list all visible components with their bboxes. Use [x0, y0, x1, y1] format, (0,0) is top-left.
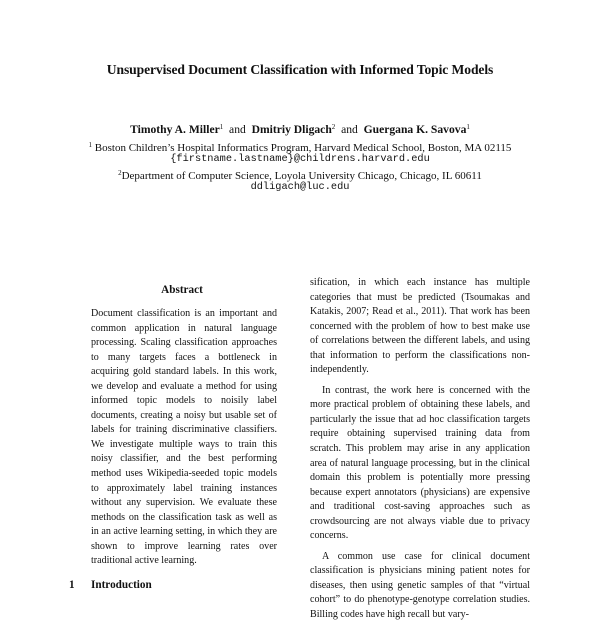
author-line — [0, 123, 600, 136]
paper-title: Unsupervised Document Classification with Informed Topic Models — [106, 62, 494, 77]
body-paragraph: A common use case for clinical document classification is physicians mining patient notes for diseases, then using genetic samples of that “virtual cohort” to do phenotype-genotype correlation studies. Billing codes have high recall but vary- — [310, 550, 530, 621]
body-paragraph: In contrast, the work here is concerned with the more practical problem of obtaining these labels, and particularly the issue that ad hoc classification targets require obtaining supervised training data from scratch. This problem may arise in any application area of natural language processing, but in the clinical domain this problem is potentially more pressing because expert annotators (physicians) are expensive and traditional cost-saving approaches such as crowdsourcing are not always viable due to privacy concerns. — [310, 384, 530, 542]
affiliation-1-email: {firstname.lastname}@childrens.harvard.edu — [170, 153, 430, 165]
section-title: Introduction — [91, 579, 152, 591]
section-heading — [69, 579, 152, 591]
right-column — [310, 276, 530, 623]
affiliation-superscript: 2 — [118, 169, 122, 177]
affiliation-text: Boston Children’s Hospital Informatics Program, Harvard Medical School, Boston, MA 02115 — [94, 142, 512, 154]
author-name: Guergana K. Savova — [363, 123, 467, 136]
affiliation-superscript: 1 — [88, 141, 93, 149]
section-number: 1 — [69, 579, 75, 591]
affiliation-2-email: ddligach@luc.edu — [250, 181, 350, 193]
author-conjunction: and — [229, 123, 246, 136]
author-name: Dmitriy Dligach — [251, 123, 332, 136]
author-conjunction: and — [341, 123, 358, 136]
author-superscript: 1 — [466, 123, 470, 131]
affiliation-text: Department of Computer Science, Loyola University Chicago, Chicago, IL 60611 — [121, 170, 482, 182]
abstract-heading: Abstract — [161, 284, 203, 296]
author-superscript: 1 — [219, 123, 224, 131]
author-name: Timothy A. Miller — [130, 123, 220, 136]
abstract-body: Document classification is an important and common application in natural language processing. Scaling classification approaches to many targets faces a bottleneck in acquiring gold standard labels. In this work, we develop and evaluate a method for using informed topic models to noisily label documents, creating a noisy but usable set of labels for training discriminative classifiers. We investigate multiple ways to train this noisy classifier, and the best performing method uses Wikipedia-seeded topic models to approximately label training instances without any supervision. We evaluate these methods on the classification task as well as in an active learning setting, in which they are shown to improve learning rates over traditional active learning. — [91, 308, 277, 567]
author-superscript: 2 — [331, 123, 336, 131]
body-paragraph: sification, in which each instance has multiple categories that must be predicted (Tsoumakas and Katakis, 2007; Read et al., 2011). That work has been concerned with the problem of how to best make use of correlations between the different labels, and using that information to perform the classifications non-independently. — [310, 277, 530, 376]
